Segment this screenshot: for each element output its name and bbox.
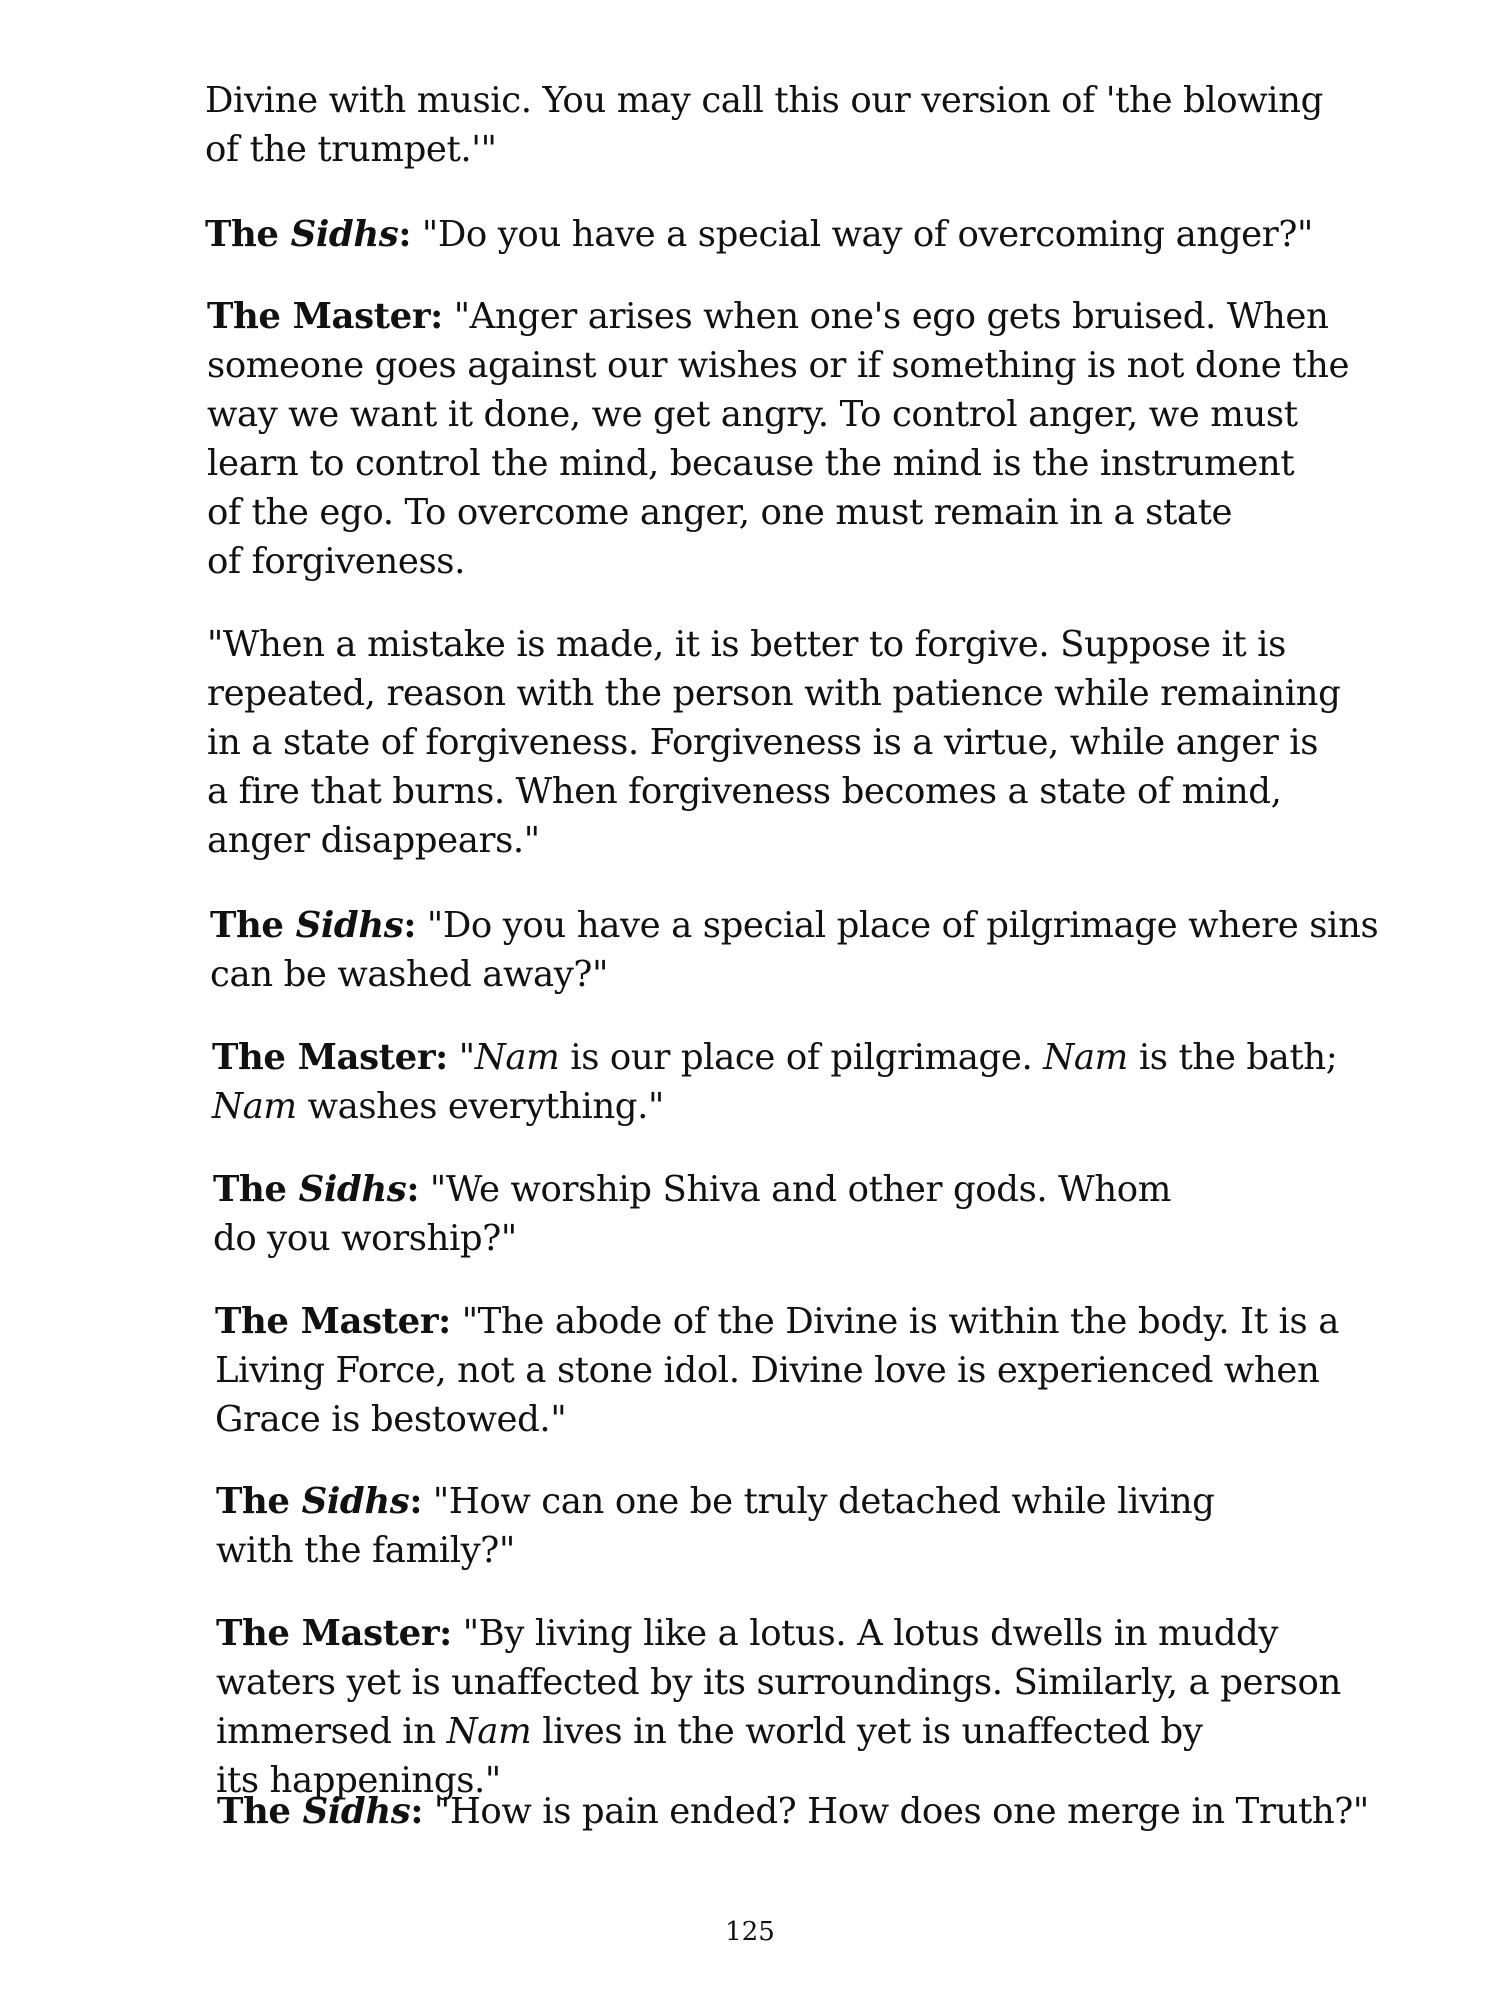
speaker-label: The Master: bbox=[207, 296, 443, 337]
dialogue-text: "By living like a lotus. A lotus dwells in muddy bbox=[451, 1613, 1279, 1654]
text-line: learn to control the mind, because the mind is the instrument bbox=[207, 443, 1295, 484]
speaker-label: The Master: bbox=[215, 1301, 451, 1342]
text-line: waters yet is unaffected by its surroundings. Similarly, a person bbox=[216, 1662, 1341, 1703]
speaker-label: The Master: bbox=[216, 1613, 452, 1654]
speaker-label: The Sidhs: bbox=[213, 1169, 420, 1210]
speaker-label: The Sidhs: bbox=[205, 214, 412, 255]
text-line: anger disappears." bbox=[207, 820, 540, 861]
paragraph-trumpet bbox=[205, 76, 1323, 174]
text-line: Living Force, not a stone idol. Divine love is experienced when bbox=[215, 1350, 1320, 1391]
speaker-label: The Sidhs: bbox=[217, 1791, 424, 1832]
text-line bbox=[217, 1787, 1369, 1836]
text-line bbox=[216, 1609, 1341, 1658]
text-line: in a state of forgiveness. Forgiveness is a virtue, while anger is bbox=[207, 722, 1319, 763]
paragraph-forgiveness bbox=[207, 620, 1340, 865]
paragraph-sidhs-worship-question bbox=[213, 1165, 1171, 1263]
paragraph-sidhs-pilgrimage-question bbox=[210, 901, 1378, 999]
text-line bbox=[207, 292, 1349, 341]
term-nam: Nam bbox=[212, 1086, 297, 1127]
speaker-label: The Sidhs: bbox=[210, 905, 417, 946]
paragraph-sidhs-anger-question bbox=[205, 210, 1313, 259]
dialogue-text: "The abode of the Divine is within the body. It is a bbox=[450, 1301, 1339, 1342]
term-nam: Nam bbox=[1043, 1037, 1128, 1078]
dialogue-text: "We worship Shiva and other gods. Whom bbox=[419, 1169, 1171, 1210]
text-line: of the ego. To overcome anger, one must remain in a state bbox=[207, 492, 1233, 533]
text-line: Grace is bestowed." bbox=[215, 1399, 567, 1440]
dialogue-text: "Do you have a special way of overcoming anger?" bbox=[411, 214, 1313, 255]
text-line: repeated, reason with the person with patience while remaining bbox=[207, 673, 1341, 714]
term-nam: Nam bbox=[446, 1711, 532, 1752]
paragraph-sidhs-pain-question bbox=[217, 1787, 1369, 1836]
paragraph-master-divine-answer bbox=[215, 1297, 1339, 1444]
speaker-label: The Master: bbox=[212, 1037, 448, 1078]
term-nam: Nam bbox=[474, 1037, 560, 1078]
text-line: Divine with music. You may call this our version of 'the blowing bbox=[205, 80, 1323, 121]
text-line bbox=[215, 1297, 1339, 1346]
paragraph-sidhs-detachment-question bbox=[216, 1477, 1214, 1575]
page-number: 125 bbox=[725, 1917, 775, 1947]
paragraph-master-nam-answer bbox=[212, 1033, 1337, 1131]
dialogue-text: "How is pain ended? How does one merge in Truth?" bbox=[423, 1791, 1369, 1832]
text-line: Nam washes everything." bbox=[212, 1086, 664, 1127]
text-line: a fire that burns. When forgiveness becomes a state of mind, bbox=[207, 771, 1282, 812]
text-line: of the trumpet.'" bbox=[205, 129, 497, 170]
text-line: "When a mistake is made, it is better to forgive. Suppose it is bbox=[207, 624, 1286, 665]
text-line: way we want it done, we get angry. To control anger, we must bbox=[207, 394, 1298, 435]
text-line: immersed in Nam lives in the world yet is unaffected by bbox=[216, 1711, 1203, 1752]
text-line bbox=[216, 1477, 1214, 1526]
speaker-label: The Sidhs: bbox=[216, 1481, 423, 1522]
dialogue-text: "Anger arises when one's ego gets bruised. When bbox=[442, 296, 1329, 337]
text-line bbox=[205, 210, 1313, 259]
paragraph-master-anger-answer bbox=[207, 292, 1349, 586]
dialogue-text: "Do you have a special place of pilgrimage where sins bbox=[416, 905, 1379, 946]
text-line: The Master: "Nam is our place of pilgrimage. Nam is the bath; bbox=[212, 1037, 1338, 1078]
text-line: with the family?" bbox=[216, 1530, 515, 1571]
paragraph-master-lotus-answer bbox=[216, 1609, 1341, 1805]
text-line bbox=[213, 1165, 1171, 1214]
dialogue-text: "How can one be truly detached while living bbox=[422, 1481, 1215, 1522]
text-line: can be washed away?" bbox=[210, 954, 608, 995]
text-line: do you worship?" bbox=[213, 1218, 517, 1259]
text-line: of forgiveness. bbox=[207, 541, 466, 582]
text-line: its happenings." bbox=[216, 1760, 501, 1801]
text-line bbox=[210, 901, 1378, 950]
text-line: someone goes against our wishes or if something is not done the bbox=[207, 345, 1350, 386]
